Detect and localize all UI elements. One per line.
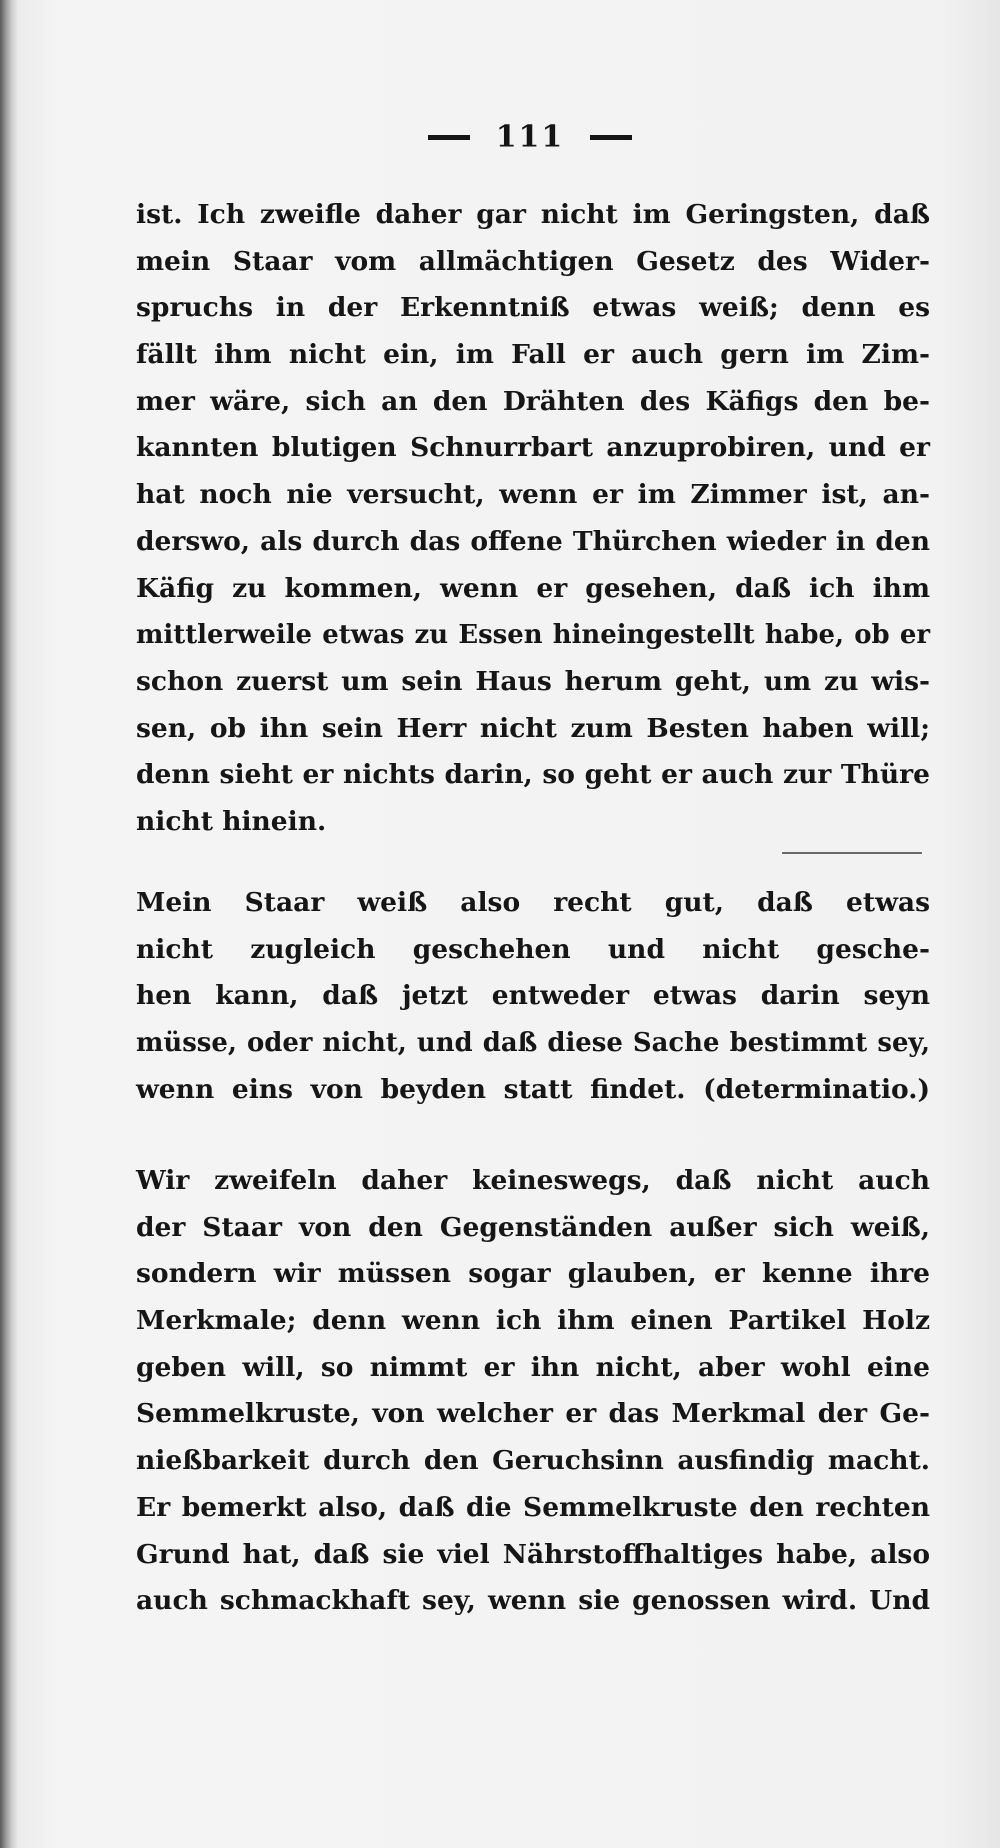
text-line: hen kann, daß jetzt entweder etwas darin seyn xyxy=(136,980,930,1012)
binding-shadow xyxy=(0,0,18,1848)
text-line: wenn eins von beyden statt findet. (determinatio.) xyxy=(136,1073,930,1105)
text-line: sondern wir müssen sogar glauben, er kenne ihre xyxy=(136,1258,930,1290)
text-line: sen, ob ihn sein Herr nicht zum Besten haben will; xyxy=(136,712,930,744)
paragraph-2 xyxy=(136,880,930,1113)
text-line: ist. Ich zweifle daher gar nicht im Geringsten, daß xyxy=(136,199,930,230)
header-dash-left xyxy=(428,135,470,140)
section-divider xyxy=(782,852,922,854)
text-line: spruchs in der Erkenntniß etwas weiß; denn es xyxy=(136,292,930,324)
paragraph-1 xyxy=(136,192,930,846)
text-line: nießbarkeit durch den Geruchsinn ausfindig macht. xyxy=(136,1445,930,1477)
text-line: Wir zweifeln daher keineswegs, daß nicht auch xyxy=(136,1165,930,1196)
text-line: mittlerweile etwas zu Essen hineingestellt habe, ob er xyxy=(136,620,930,651)
text-line: nicht hinein. xyxy=(136,805,327,837)
header-dash-right xyxy=(590,135,632,140)
text-line: schon zuerst um sein Haus herum geht, um zu wis- xyxy=(136,665,930,697)
text-line: kannten blutigen Schnurrbart anzuprobiren, und er xyxy=(136,432,930,464)
text-line: mein Staar vom allmächtigen Gesetz des Wider- xyxy=(136,245,930,277)
text-line: der Staar von den Gegenständen außer sich weiß, xyxy=(136,1211,930,1243)
text-line: Er bemerkt also, daß die Semmelkruste den rechten xyxy=(136,1491,930,1523)
text-line: mer wäre, sich an den Drähten des Käfigs den be- xyxy=(136,385,930,417)
text-line: Grund hat, daß sie viel Nährstoffhaltiges habe, also xyxy=(136,1538,930,1570)
text-line: derswo, als durch das offene Thürchen wieder in den xyxy=(136,525,930,557)
paragraph-3 xyxy=(136,1158,930,1625)
page-number: 111 xyxy=(495,119,565,155)
text-line: fällt ihm nicht ein, im Fall er auch gern im Zim- xyxy=(136,339,930,371)
text-line: geben will, so nimmt er ihn nicht, aber wohl eine xyxy=(136,1351,930,1383)
text-line: nicht zugleich geschehen und nicht gesche- xyxy=(136,933,930,965)
text-line: Mein Staar weiß also recht gut, daß etwas xyxy=(136,887,930,918)
text-line: auch schmackhaft sey, wenn sie genossen wird. Und xyxy=(136,1585,930,1617)
text-line: Semmelkruste, von welcher er das Merkmal der Ge- xyxy=(136,1398,930,1430)
text-line: müsse, oder nicht, und daß diese Sache bestimmt sey, xyxy=(136,1028,930,1059)
page-header xyxy=(130,118,930,155)
text-line: hat noch nie versucht, wenn er im Zimmer ist, an- xyxy=(136,479,930,511)
text-line: denn sieht er nichts darin, so geht er auch zur Thüre xyxy=(136,759,930,791)
text-line: Merkmale; denn wenn ich ihm einen Partikel Holz xyxy=(136,1305,930,1337)
text-line: Käfig zu kommen, wenn er gesehen, daß ich ihm xyxy=(136,572,930,604)
